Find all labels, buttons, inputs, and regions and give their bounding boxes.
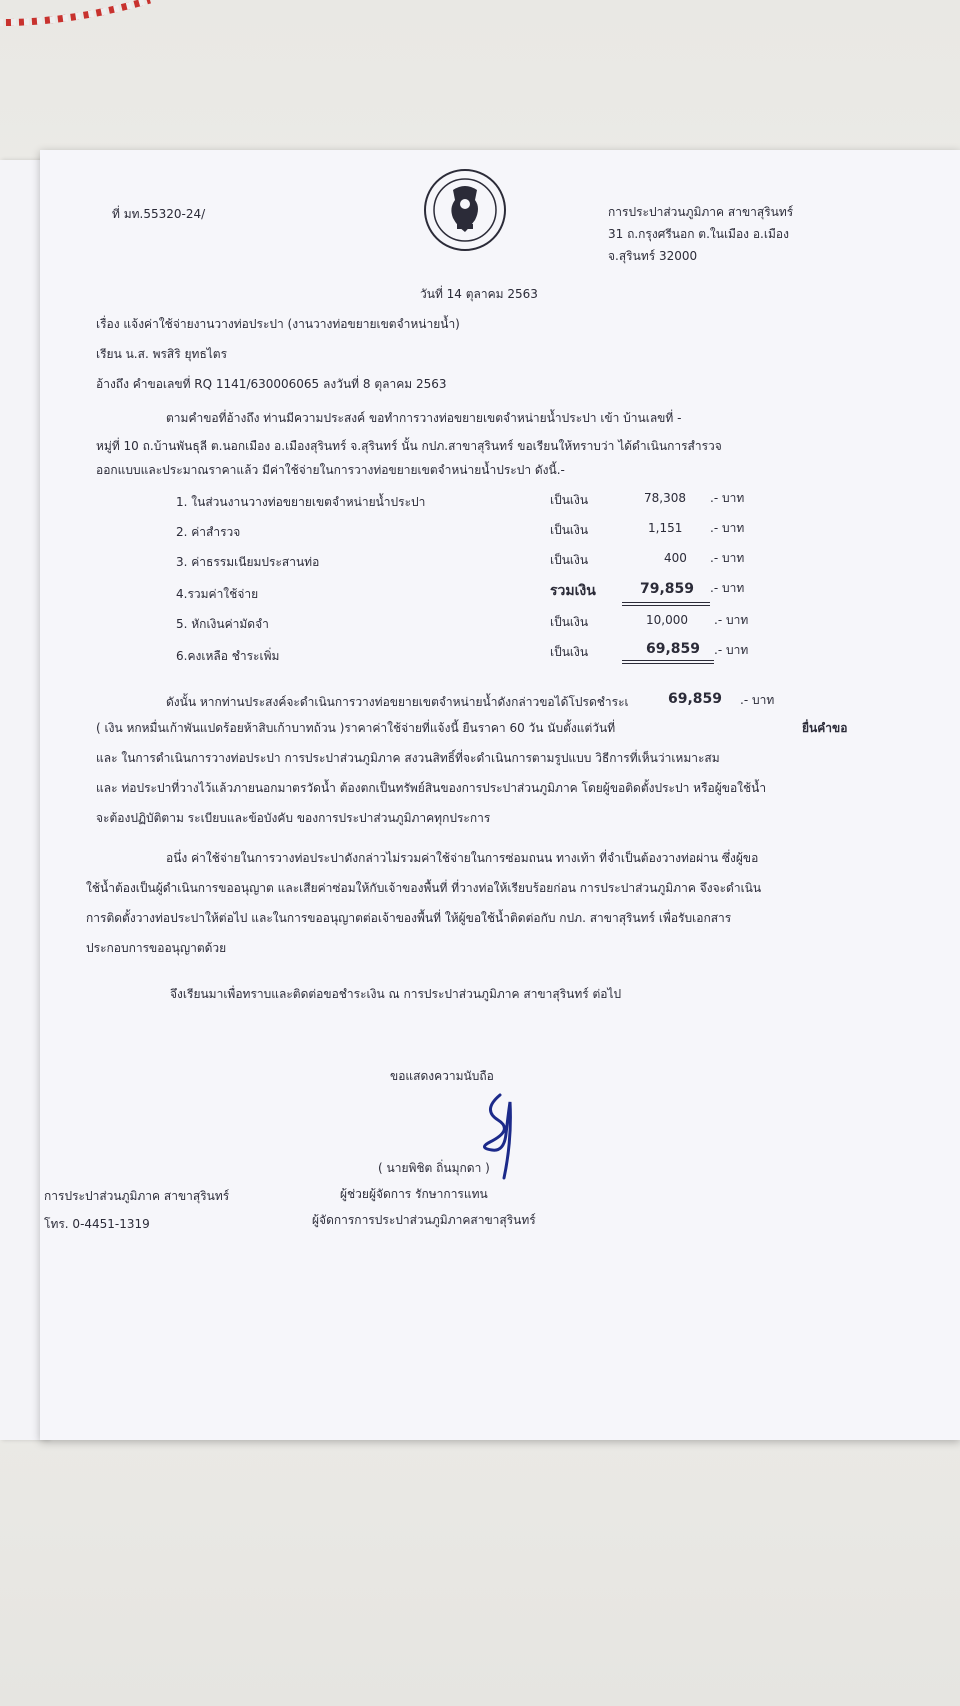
para2-line-2-bold: ยื่นคำขอ [802,721,848,735]
para1-line-2: หมู่ที่ 10 ถ.บ้านพันธุลี ต.นอกเมือง อ.เมืองสุรินทร์ จ.สุรินทร์ นั้น กปภ.สาขาสุรินทร์ ขอเรียนให้ทราบว่า ได้ดำเนินการสำรวจ [96,439,722,453]
item-4-amount: 79,859 [640,581,695,597]
subject-line: เรื่อง แจ้งค่าใช้จ่ายงานวางท่อประปา (งานวางท่อขยายเขตจำหน่ายน้ำ) [96,317,460,331]
balance-underline-2 [622,663,714,664]
para4-line: จึงเรียนมาเพื่อทราบและติดต่อขอชำระเงิน ณ การประปาส่วนภูมิภาค สาขาสุรินทร์ ต่อไป [170,987,622,1001]
para3-line-2: ใช้น้ำต้องเป็นผู้ดำเนินการขออนุญาต และเสียค่าซ่อมให้กับเจ้าของพื้นที่ ที่วางท่อให้เรียบร้อยก่อน การประปาส่วนภูมิภาค จึงจะดำเนิน [86,881,762,895]
signer-position-1: ผู้ช่วยผู้จัดการ รักษาการแทน [340,1187,488,1201]
item-2-amount: 1,151 [648,521,683,535]
item-3-prefix: เป็นเงิน [550,553,589,567]
letter-page [40,150,960,1440]
balance-underline-1 [622,660,714,661]
item-4-prefix: รวมเงิน [550,583,596,599]
para1-line-3: ออกแบบและประมาณราคาแล้ว มีค่าใช้จ่ายในการวางท่อขยายเขตจำหน่ายน้ำประปา ดังนี้.- [96,463,565,477]
org-address-line-3: จ.สุรินทร์ 32000 [608,249,698,263]
para3-line-1: อนึ่ง ค่าใช้จ่ายในการวางท่อประปาดังกล่าวไม่รวมค่าใช้จ่ายในการซ่อมถนน ทางเท้า ที่จำเป็นต้องวางท่อผ่าน ซึ่งผู้ขอ [166,851,759,865]
item-1-unit: .- บาท [710,491,745,505]
item-5-unit: .- บาท [714,613,749,627]
para2-line-2: ( เงิน หกหมื่นเก้าพันแปดร้อยห้าสิบเก้าบาทถ้วน )ราคาค่าใช้จ่ายที่แจ้งนี้ ยืนราคา 60 วัน นับตั้งแต่วันที่ [96,721,616,735]
recipient-line: เรียน น.ส. พรสิริ ยุทธไตร [96,347,228,361]
item-5-prefix: เป็นเงิน [550,615,589,629]
item-4-unit: .- บาท [710,581,745,595]
org-address-line-2: 31 ถ.กรุงศรีนอก ต.ในเมือง อ.เมือง [608,227,789,241]
red-string [0,0,180,40]
item-1-amount: 78,308 [644,491,686,505]
total-underline-1 [622,602,710,603]
pwa-seal-icon [423,168,507,252]
item-5-label: 5. หักเงินค่ามัดจำ [176,617,269,631]
item-6-label: 6.คงเหลือ ชำระเพิ่ม [176,649,280,663]
para2-line-4: และ ท่อประปาที่วางไว้แล้วภายนอกมาตรวัดน้ำ ต้องตกเป็นทรัพย์สินของการประปาส่วนภูมิภาค โดยผู้ขอติดตั้งประปา หรือผู้ขอใช้น้ำ [96,781,767,795]
para2-line-3: และ ในการดำเนินการวางท่อประปา การประปาส่วนภูมิภาค สงวนสิทธิ์ที่จะดำเนินการตามรูปแบบ วิธีการที่เห็นว่าเหมาะสม [96,751,720,765]
item-1-label: 1. ในส่วนงานวางท่อขยายเขตจำหน่ายน้ำประปา [176,495,426,509]
org-address-line-1: การประปาส่วนภูมิภาค สาขาสุรินทร์ [608,205,794,219]
reference-line: อ้างถึง คำขอเลขที่ RQ 1141/630006065 ลงวันที่ 8 ตุลาคม 2563 [96,377,447,391]
item-3-label: 3. ค่าธรรมเนียมประสานท่อ [176,555,320,569]
item-2-prefix: เป็นเงิน [550,523,589,537]
total-underline-2 [622,605,710,606]
item-3-unit: .- บาท [710,551,745,565]
para3-line-3: การติดตั้งวางท่อประปาให้ต่อไป และในการขออนุญาตต่อเจ้าของพื้นที่ ให้ผู้ขอใช้น้ำติดต่อกับ กปภ. สาขาสุรินทร์ เพื่อรับเอกสาร [86,911,732,925]
letter-date: วันที่ 14 ตุลาคม 2563 [420,287,538,301]
item-6-unit: .- บาท [714,643,749,657]
item-2-label: 2. ค่าสำรวจ [176,525,241,539]
para2-unit: .- บาท [740,693,775,707]
closing-phrase: ขอแสดงความนับถือ [390,1069,494,1083]
item-1-prefix: เป็นเงิน [550,493,589,507]
para2-line-1: ดังนั้น หากท่านประสงค์จะดำเนินการวางท่อขยายเขตจำหน่ายน้ำดังกล่าวขอได้โปรดชำระเ [166,695,629,709]
para3-line-4: ประกอบการขออนุญาตด้วย [86,941,227,955]
para2-line-5: จะต้องปฏิบัติตาม ระเบียบและข้อบังคับ ของการประปาส่วนภูมิภาคทุกประการ [96,811,491,825]
item-4-label: 4.รวมค่าใช้จ่าย [176,587,259,601]
item-6-prefix: เป็นเงิน [550,645,589,659]
item-6-amount: 69,859 [646,641,701,657]
signer-position-2: ผู้จัดการการประปาส่วนภูมิภาคสาขาสุรินทร์ [312,1213,536,1227]
item-2-unit: .- บาท [710,521,745,535]
reference-number: ที่ มท.55320-24/ [112,207,206,221]
para1-line-1: ตามคำขอที่อ้างถึง ท่านมีความประสงค์ ขอทำการวางท่อขยายเขตจำหน่ายน้ำประปา เข้า บ้านเลขที่ - [166,411,682,425]
footer-telephone: โทร. 0-4451-1319 [44,1217,150,1231]
item-3-amount: 400 [664,551,687,565]
footer-org-name: การประปาส่วนภูมิภาค สาขาสุรินทร์ [44,1189,230,1203]
signer-name: ( นายพิชิต ถิ่นมุกดา ) [378,1161,490,1175]
item-5-amount: 10,000 [646,613,688,627]
para2-amount: 69,859 [668,691,723,707]
